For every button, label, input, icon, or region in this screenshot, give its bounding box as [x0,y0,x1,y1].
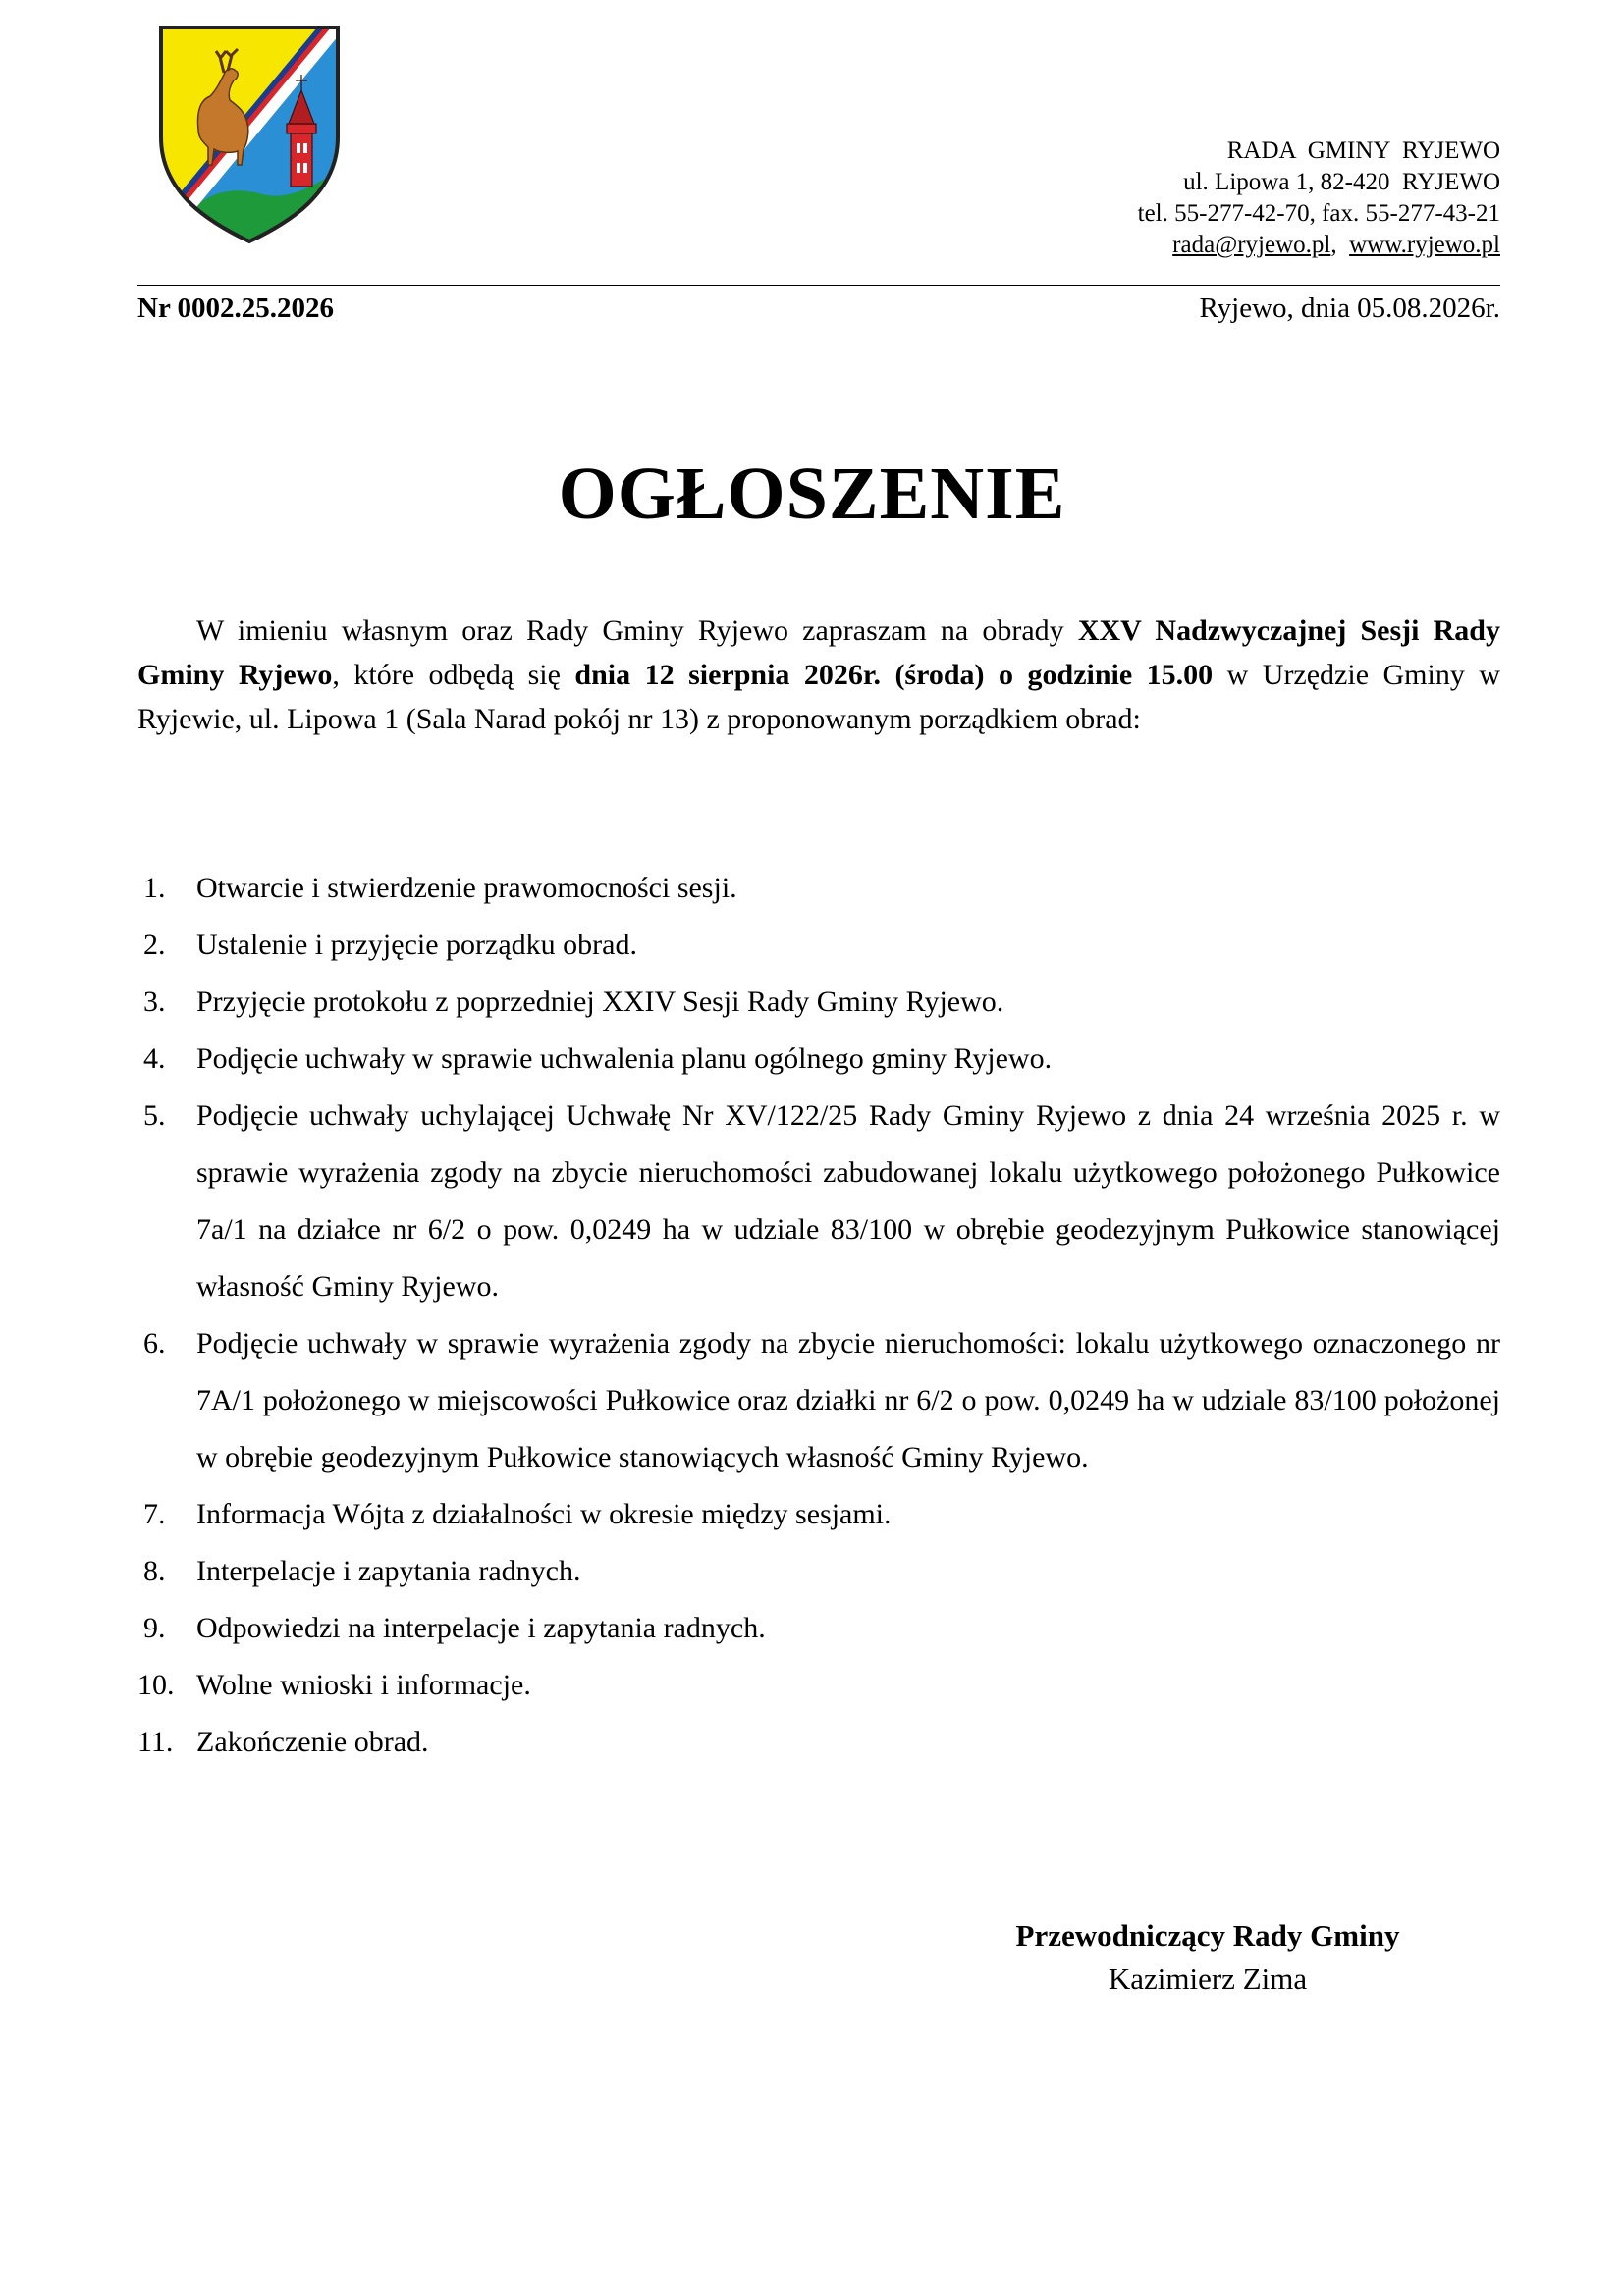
agenda-item [137,1031,1500,1088]
agenda-item [137,1088,1500,1315]
organization-phone-fax: tel. 55-277-42-70, fax. 55-277-43-21 [1137,200,1500,227]
agenda-item [137,1543,1500,1600]
agenda-item [137,974,1500,1031]
organization-header [1138,135,1500,261]
agenda-item [137,1714,1500,1771]
agenda-item-text: Wolne wnioski i informacje. [196,1669,531,1701]
intro-paragraph [137,609,1500,741]
coat-of-arms-logo [155,22,344,245]
agenda-item-number: 11. [137,1726,174,1758]
header-divider [137,285,1500,286]
document-title: OGŁOSZENIE [558,453,1066,535]
agenda-item-text: Interpelacje i zapytania radnych. [196,1555,581,1587]
agenda-item-text: Otwarcie i stwierdzenie prawomocności sesji. [196,872,737,904]
agenda-list [137,860,1500,1771]
agenda-item-number: 4. [143,1042,166,1075]
agenda-item-number: 3. [143,986,166,1018]
agenda-item-text: Podjęcie uchwały w sprawie wyrażenia zgody na zbycie nieruchomości: lokalu użytkowego oznaczonego nr 7A/1 położonego w miejscowości Pułkowice oraz działki nr 6/2 o pow. 0,0249 ha w udziale 83/100 położonej w obrębie geodezyjnym Pułkowice stanowiących własność Gminy Ryjewo. [196,1327,1500,1473]
organization-contact-links [1138,230,1500,261]
signatory-name: Kazimierz Zima [1108,1961,1308,1996]
agenda-item-number: 5. [143,1099,166,1132]
agenda-item [137,1315,1500,1486]
agenda-item [137,1486,1500,1543]
agenda-item-text: Przyjęcie protokołu z poprzedniej XXIV Sesji Rady Gminy Ryjewo. [196,986,1004,1018]
website-link[interactable]: www.ryjewo.pl [1349,232,1500,258]
agenda-item-number: 2. [143,929,166,961]
organization-name: RADA GMINY RYJEWO [1226,137,1500,164]
agenda-item [137,917,1500,974]
intro-date-time: dnia 12 sierpnia 2026r. (środa) o godzinie 15.00 [574,659,1214,691]
agenda-item-text: Podjęcie uchwały uchylającej Uchwałę Nr XV/122/25 Rady Gminy Ryjewo z dnia 24 września 2025 r. w sprawie wyrażenia zgody na zbycie nieruchomości zabudowanej lokalu użytkowego położonego Pułkowice 7a/1 na działce nr 6/2 o pow. 0,0249 ha w udziale 83/100 w obrębie geodezyjnym Pułkowice stanowiącej własność Gminy Ryjewo. [196,1099,1500,1303]
agenda-item-text: Ustalenie i przyjęcie porządku obrad. [196,929,637,961]
signatory-role: Przewodniczący Rady Gminy [1015,1918,1400,1952]
agenda-item-number: 1. [143,872,166,904]
intro-text-1: W imieniu własnym oraz Rady Gminy Ryjewo zapraszam na obrady [196,614,1078,647]
intro-text-2: , które odbędą się [332,659,575,691]
agenda-item-text: Podjęcie uchwały w sprawie uchwalenia planu ogólnego gminy Ryjewo. [196,1042,1053,1075]
agenda-item-text: Odpowiedzi na interpelacje i zapytania radnych. [196,1612,766,1644]
agenda-item-text: Informacja Wójta z działalności w okresie między sesjami. [196,1498,892,1530]
agenda-item-number: 6. [143,1327,166,1360]
email-link[interactable]: rada@ryjewo.pl [1172,232,1331,258]
intro-session-name: XXV Nadzwyczajnej Sesji Rady Gminy Ryjewo [137,614,1500,691]
agenda-item [137,1657,1500,1714]
signature-block [982,1914,1434,2001]
agenda-item-text: Zakończenie obrad. [196,1726,429,1758]
document-number: Nr 0002.25.2026 [137,293,335,324]
contact-separator: , [1330,232,1337,258]
agenda-item-number: 9. [143,1612,166,1644]
organization-address: ul. Lipowa 1, 82-420 RYJEWO [1183,169,1500,195]
agenda-item [137,860,1500,917]
agenda-item [137,1600,1500,1657]
document-place-date: Ryjewo, dnia 05.08.2026r. [1199,293,1500,324]
intro-text-3: w Urzędzie Gminy w Ryjewie, ul. Lipowa 1 (Sala Narad pokój nr 13) z proponowanym porządkiem obrad: [137,659,1500,735]
agenda-item-number: 8. [143,1555,166,1587]
agenda-item-number: 10. [137,1669,175,1701]
agenda-item-number: 7. [143,1498,166,1530]
